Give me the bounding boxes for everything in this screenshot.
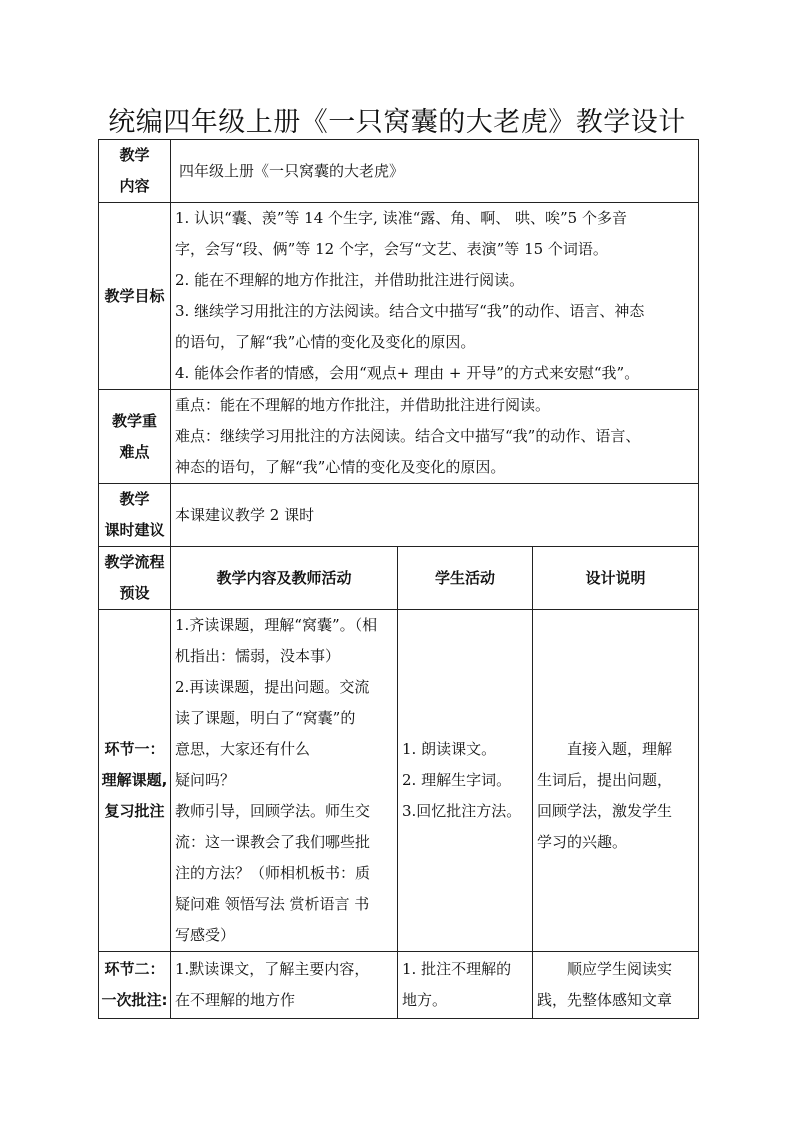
stage-two-design: 顺应学生阅读实 践，先整体感知文章 [533,952,699,1019]
row-flow-header [99,547,699,610]
label-class-hours: 教学 课时建议 [99,484,171,547]
lesson-plan-table [98,139,699,1019]
label-objectives: 教学目标 [99,203,171,390]
stage-one-design: 直接入题，理解 生词后，提出问题， 回顾学法，激发学生 学习的兴趣。 [533,610,699,952]
label-stage-two: 环节二： 一次批注: [99,952,171,1019]
value-key-points: 重点：能在不理解的地方作批注，并借助批注进行阅读。 难点：继续学习用批注的方法阅读。结合文中描写“我”的动作、语言、 神态的语句，了解“我”心情的变化及变化的原因。 [171,390,699,484]
label-teaching-content: 教学 内容 [99,140,171,203]
label-stage-one: 环节一： 理解课题, 复习批注 [99,610,171,952]
row-stage-one [99,610,699,952]
document-title: 统编四年级上册《一只窝囊的大老虎》教学设计 [108,107,686,138]
col-header-design: 设计说明 [533,547,699,610]
row-class-hours [99,484,699,547]
row-teaching-content [99,140,699,203]
stage-two-teacher: 1.默读课文，了解主要内容， 在不理解的地方作 [171,952,398,1019]
stage-two-student: 1. 批注不理解的 地方。 [398,952,533,1019]
label-flow: 教学流程 预设 [99,547,171,610]
label-key-points: 教学重 难点 [99,390,171,484]
value-objectives: 1. 认识“囊、羡”等 14 个生字, 读准“露、角、啊、 哄、唉”5 个多音 字，会写“段、俩”等 12 个字，会写“文艺、表演”等 15 个词语。 2. 能在不理解的地方作批注，并借助批注进行阅读。 3. 继续学习用批注的方法阅读。结合文中描写“我”的动作、语言、神态 的语句，了解“我”心情的变化及变化的原因。 4. 能体会作者的情感，会用“观点+ 理由 + 开导”的方式来安慰“我”。 [171,203,699,390]
row-key-points [99,390,699,484]
row-objectives [99,203,699,390]
stage-one-teacher: 1.齐读课题，理解“窝囊”。（相 机指出：懦弱，没本事） 2.再读课题，提出问题。交流 读了课题，明白了“窝囊”的 意思，大家还有什么 疑问吗？ 教师引导，回顾学法。师生交 流：这一课教会了我们哪些批 注的方法？（师相机板书：质 疑问难 领悟写法 赏析语言 书 写感受） [171,610,398,952]
col-header-teacher: 教学内容及教师活动 [171,547,398,610]
stage-one-student: 1. 朗读课文。 2. 理解生字词。 3.回忆批注方法。 [398,610,533,952]
col-header-student: 学生活动 [398,547,533,610]
value-teaching-content: 四年级上册《一只窝囊的大老虎》 [171,140,699,203]
value-class-hours: 本课建议教学 2 课时 [171,484,699,547]
row-stage-two [99,952,699,1019]
